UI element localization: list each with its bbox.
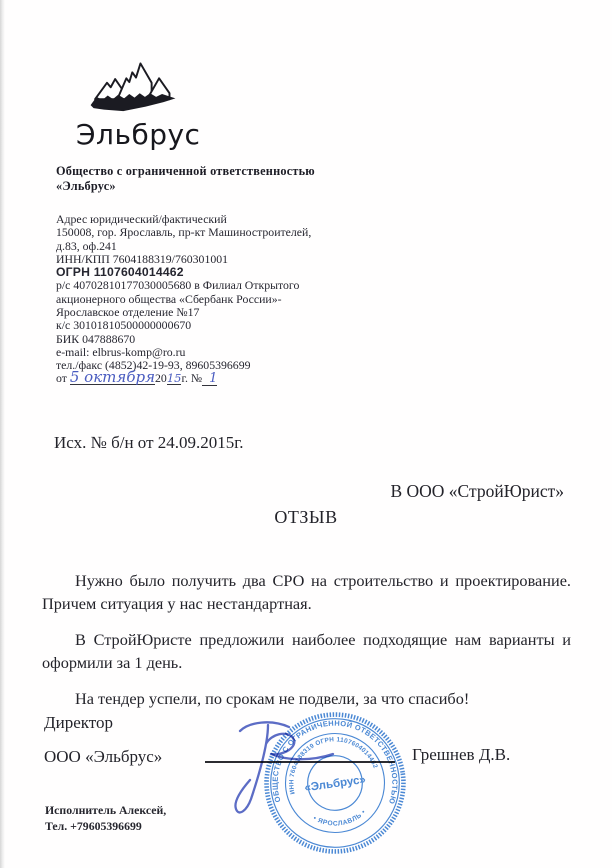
company-details-block: [56, 213, 311, 373]
executor-name: Исполнитель Алексей,: [45, 803, 167, 817]
handwritten-year: 15: [166, 371, 182, 385]
date-year-suffix: г.: [181, 371, 188, 385]
detail-account-1: р/с 40702810177030005680 в Филиал Открытого: [56, 278, 300, 293]
stamp-outer-text: ОБЩЕСТВО С ОГРАНИЧЕННОЙ ОТВЕТСТВЕННОСТЬЮ: [270, 718, 400, 806]
number-label: №: [190, 371, 203, 385]
detail-bik: БИК 047888670: [56, 331, 136, 346]
date-century: 20: [155, 371, 167, 385]
letter-paragraph: В СтройЮристе предложили наиболее подходящие нам варианты и оформили за 1 день.: [42, 630, 571, 672]
date-number-line: [56, 368, 218, 386]
company-stamp-seal: [261, 709, 409, 857]
handwritten-number: 1: [209, 371, 218, 386]
detail-address-label: Адрес юридический/фактический: [56, 212, 227, 226]
logo-wordmark: Эльбрус: [76, 118, 201, 151]
letter-paragraph: Нужно было получить два СРО на строительство и проектирование. Причем ситуация у нас нестандартная.: [42, 571, 571, 613]
letter-paragraph: На тендер успели, по срокам не подвели, за что спасибо!: [75, 689, 470, 709]
company-name-header: [56, 164, 315, 193]
signer-role-line2: ООО «Эльбрус»: [44, 747, 163, 766]
detail-ogrn: ОГРН 1107604014462: [56, 265, 184, 280]
signer-name: Грешнев Д.В.: [412, 745, 511, 764]
letter-title: ОТЗЫВ: [274, 507, 338, 527]
detail-account-2: акционерного общества «Сбербанк России»-: [56, 291, 282, 306]
detail-phone-fax: тел./факс (4852)42-19-93, 89605396699: [56, 358, 251, 373]
executor-phone: Тел. +79605396699: [45, 818, 142, 833]
addressee: В ООО «СтройЮрист»: [390, 481, 564, 501]
detail-address-line: 150008, гор. Ярославль, пр-кт Машиностроителей,: [56, 225, 312, 240]
date-from-label: от: [56, 371, 67, 385]
stamp-registration-text: ИНН 7604188319 ОГРН 1107604014462: [288, 736, 379, 795]
detail-inn-kpp: ИНН/КПП 7604188319/760301001: [56, 251, 229, 266]
outgoing-reference: Исх. № б/н от 24.09.2015г.: [54, 433, 244, 452]
detail-corr-account: к/с 30101810500000000670: [56, 318, 192, 333]
detail-branch: Ярославское отделение №17: [56, 305, 200, 320]
stamp-center-text: «Эльбрус»: [303, 773, 367, 795]
scan-edge-shadow: [0, 0, 5, 868]
stamp-city-text: • ЯРОСЛАВЛЬ •: [311, 808, 368, 828]
company-name-line2: «Эльбрус»: [56, 178, 116, 193]
detail-address-office: д.83, оф.241: [56, 238, 117, 253]
handwritten-date: 5 октября: [69, 368, 156, 386]
company-logo: [76, 56, 206, 151]
letter-body: [42, 570, 571, 725]
mountain-logo-icon: [84, 56, 188, 120]
executor-footer: [45, 803, 166, 834]
company-name-line1: Общество с ограниченной ответственностью: [56, 164, 315, 178]
detail-email: e-mail: elbrus-komp@ro.ru: [56, 344, 186, 359]
signer-role-line1: Директор: [44, 713, 113, 732]
